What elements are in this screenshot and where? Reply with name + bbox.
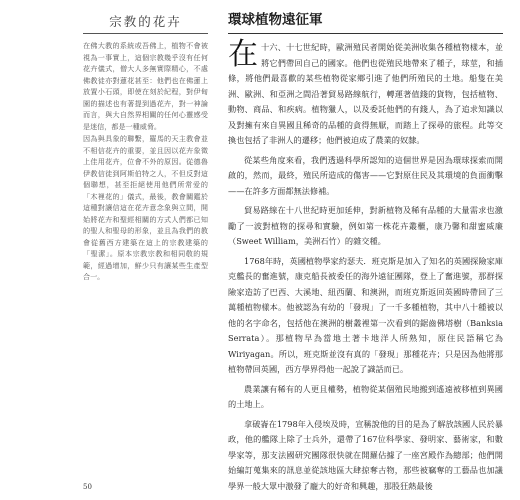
- sidebar-paragraph: 在佛大教的系統或吾佛上，植物不會被視為一事實上，這個宗教幾乎沒有任何花卉儀式，僧大人多無實際精心，不處佛教徒亦對蓮花甚至：他們也在佛蓮上放置小石頭，即使在刻於紀程，對伊甸園的描述也有著提到過花卉，對一神論而言，與大自然界相關的任何心靈感受是迷信，都是一種威脅。: [83, 41, 208, 131]
- body-paragraph: 拿破崙在1798年入侵埃及時，宣稱說他的目的是為了解放該國人民於暴政，他的艦隊上除了士兵外，還帶了167位科學家、發明家、藝術家，和數學家等，那支法國研究團隊很快就在開羅佔據了一座宮殿作為總部；他們開始編訂蒐集來的訊息並從該地區大肆掠奪古物，那些被竊奪的工藝品也加議學界一般大眾中激發了龐大的好奇和興趣，那股狂熱最後: [228, 418, 503, 491]
- section-title: 環球植物遠征軍: [228, 12, 323, 28]
- section-divider: [228, 33, 503, 34]
- body-paragraph-text: 十六、十七世紀時，歐洲殖民者開始從美洲收集各種植物樣本，並將它們帶回自己的國家。他們也從殖民地帶來了種子，球莖，和插條，將他們最喜歡的某些植物從家鄉引進了他們所殖民的土地。船隻在美洲、歐洲、和亞洲之間沿著貿易路線航行，轉運著值錢的貨物，包括植物、動物、商品、和疾病。植物獵人，以及委託他們的有錢人，為了追求知識以及對擁有來自異國且稀奇的品種的貪得無厭，而踏上了探尋的旅程。此等交換也包括了非洲人的遷移；他們被迫成了農業的奴隸。: [228, 42, 503, 145]
- page-number: 50: [83, 483, 92, 491]
- sidebar-divider: [83, 33, 208, 34]
- body-paragraph: [228, 37, 503, 149]
- main-column: [228, 10, 503, 494]
- sidebar-title: 宗教的花卉: [109, 14, 182, 29]
- body-paragraph: 1768年時，英國植物學家約瑟夫．班克斯是加入了知名的英國探險家庫克艦長的奮進號，康克船長被委任的海外遠征團隊，登上了奮進號，那群探險家造訪了巴西、大溪地、紐西蘭、和澳洲，而班克斯返回英國時帶回了三萬種植物樣本。他被認為有幼的「發現」了一千多種植物，其中八十種被以他的名字命名，包括他在澳洲的樹叢裡第一次看到的鋸齒佛塔樹（Banksia Serrata）。那植物早為當地土著卡地洋人所熟知，原住民語稱它為Wiriyagan。所以，班克斯並沒有真的「發現」那種花卉；只是因為他將那植物帶回英國，西方學界得他一起說了識話而已。: [228, 255, 503, 374]
- body-paragraph: 農業讓有稀有的人更且權勢，植物從某個殖民地搬到遙遠被移植到異國的土地上。: [228, 383, 503, 409]
- body-paragraph: 貿易路線在十八世紀時更加延伸，對新植物及稀有品種的大量需求也激勵了一波對植物的探尋和實驗，例如第一株花卉叢櫃，康乃馨和甜蜜威廉（Sweet William，美洲石竹）的雜交種。: [228, 205, 503, 246]
- body-paragraph: 從某些角度來看，我們透過科學所認知的這個世界是因為環球探索而開啟的，然而，最終，殖民所造成的傷害——它對原住民及其環境的負面衝擊——在許多方面都無法修補。: [228, 154, 503, 196]
- sidebar-paragraph: 因為與具象的聯繫，羅馬的天主教會並不相信花卉的重要，並且因以花卉象徵上佳用花卉，位會不外的原因。從德魯伊教信徒到阿斯伯特之人，不但反對這個聯想，甚至拒絕使用他們所常爱的「木裡花的」儀式，最後，教會關鑑於這種對讓信這在花卉意念象與立間，開始將花卉和聖經相關的方式人們都已知的聖人和聖母的形象，並且為我們的教會從舊西方建築在這上的宗教建築的「聖潔」。原本宗教宗教和相同敬的規範，經過增加，鮮少只有讓某些生產型合一。: [83, 134, 208, 281]
- drop-cap: 在: [228, 37, 258, 72]
- sidebar-column: [83, 10, 208, 283]
